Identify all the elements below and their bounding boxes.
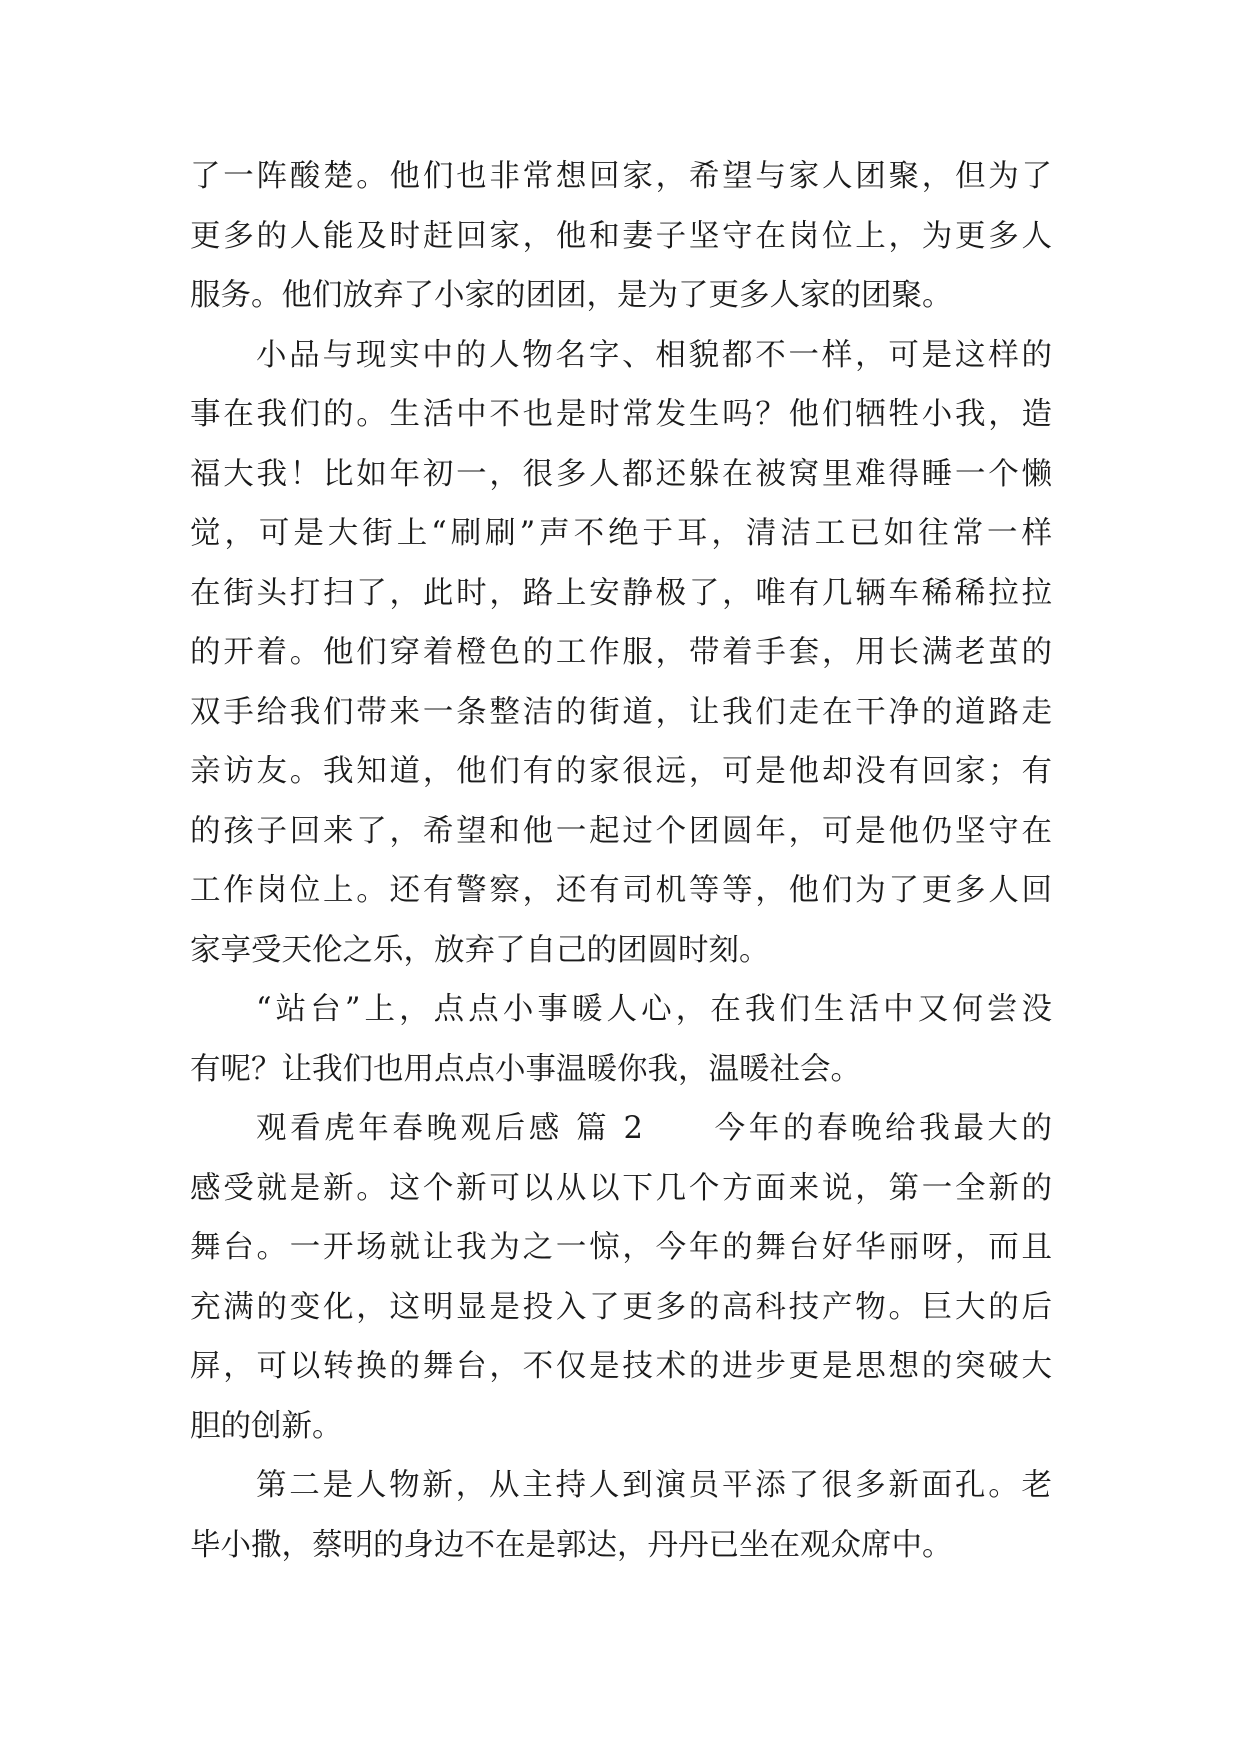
text-line: 胆的创新。 bbox=[190, 1408, 343, 1444]
text-line: 充满的变化，这明显是投入了更多的高科技产物。巨大的后 bbox=[190, 1289, 1052, 1325]
text-line: 事在我们的。生活中不也是时常发生吗？他们牺牲小我，造 bbox=[190, 397, 1052, 432]
text-line: 双手给我们带来一条整洁的街道，让我们走在干净的道路走 bbox=[190, 694, 1052, 730]
text-line: 第二是人物新，从主持人到演员平添了很多新面孔。老 bbox=[256, 1468, 1052, 1503]
text-line: 屏，可以转换的舞台，不仅是技术的进步更是思想的突破大 bbox=[190, 1349, 1052, 1384]
text-line: 福大我！比如年初一，很多人都还躲在被窝里难得睡一个懒 bbox=[190, 456, 1052, 492]
text-line: 更多的人能及时赶回家，他和妻子坚守在岗位上，为更多人 bbox=[190, 218, 1052, 254]
text-line: 在街头打扫了，此时，路上安静极了，唯有几辆车稀稀拉拉 bbox=[190, 575, 1052, 611]
text-line: 毕小撒，蔡明的身边不在是郭达，丹丹已坐在观众席中。 bbox=[190, 1527, 953, 1563]
text-line: 了一阵酸楚。他们也非常想回家，希望与家人团聚，但为了 bbox=[190, 159, 1052, 194]
document-body bbox=[190, 147, 1052, 1575]
text-line: 亲访友。我知道，他们有的家很远，可是他却没有回家；有 bbox=[190, 754, 1052, 789]
text-line: 的开着。他们穿着橙色的工作服，带着手套，用长满老茧的 bbox=[190, 635, 1052, 670]
text-line: 有呢？让我们也用点点小事温暖你我，温暖社会。 bbox=[190, 1051, 861, 1087]
text-line: 觉，可是大街上“刷刷”声不绝于耳，清洁工已如往常一样 bbox=[190, 516, 1052, 551]
text-line: 观看虎年春晚观后感 篇 2 今年的春晚给我最大的 bbox=[256, 1111, 1052, 1146]
text-line: 小品与现实中的人物名字、相貌都不一样，可是这样的 bbox=[256, 337, 1052, 373]
text-line: “站台”上，点点小事暖人心，在我们生活中又何尝没 bbox=[256, 992, 1052, 1027]
text-line: 工作岗位上。还有警察，还有司机等等，他们为了更多人回 bbox=[190, 873, 1052, 908]
text-line: 家享受天伦之乐，放弃了自己的团圆时刻。 bbox=[190, 932, 770, 968]
text-line: 服务。他们放弃了小家的团团，是为了更多人家的团聚。 bbox=[190, 278, 953, 313]
text-line: 舞台。一开场就让我为之一惊，今年的舞台好华丽呀，而且 bbox=[190, 1230, 1052, 1265]
text-line: 感受就是新。这个新可以从以下几个方面来说，第一全新的 bbox=[190, 1170, 1052, 1206]
text-line: 的孩子回来了，希望和他一起过个团圆年，可是他仍坚守在 bbox=[190, 813, 1052, 849]
